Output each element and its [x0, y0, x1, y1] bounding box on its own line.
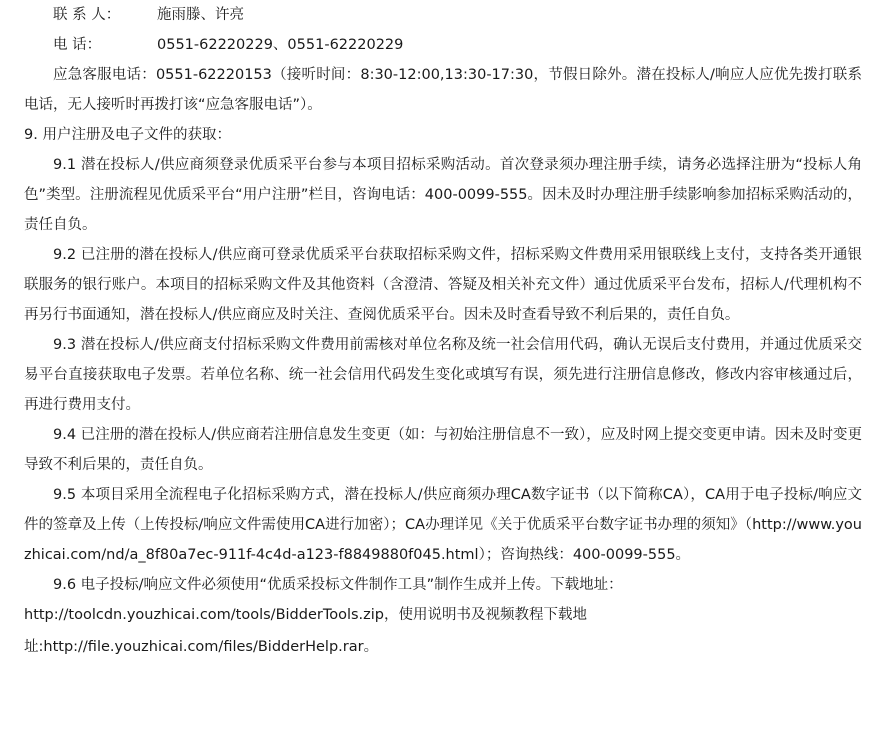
download-link-tools[interactable]: http://toolcdn.youzhicai.com/tools/BidderTools.zip，使用说明书及视频教程下载地 — [24, 607, 588, 623]
contact-person-line — [24, 0, 862, 30]
item-9-6: 9.6 电子投标/响应文件必须使用“优质采投标文件制作工具”制作生成并上传。下载地址： — [53, 577, 623, 593]
item-9-4: 9.4 已注册的潜在投标人/供应商若注册信息发生变更（如：与初始注册信息不一致），应及时网上提交变更申请。因未及时变更导致不利后果的，责任自负。 — [24, 427, 862, 473]
emergency-hotline-paragraph: 应急客服电话：0551-62220153（接听时间：8:30-12:00,13:30-17:30，节假日除外。潜在投标人/响应人应优先拨打联系电话，无人接听时再拨打该“应急客服电话”）。 — [24, 67, 862, 113]
item-9-3: 9.3 潜在投标人/供应商支付招标采购文件费用前需核对单位名称及统一社会信用代码，确认无误后支付费用，并通过优质采交易平台直接获取电子发票。若单位名称、统一社会信用代码发生变化或填写有误，须先进行注册信息修改，修改内容审核通过后，再进行费用支付。 — [24, 337, 862, 413]
phone-label: 电 话： — [53, 37, 102, 53]
phone-line — [24, 30, 862, 60]
item-9-2: 9.2 已注册的潜在投标人/供应商可登录优质采平台获取招标采购文件，招标采购文件费用采用银联线上支付，支持各类开通银联服务的银行账户。本项目的招标采购文件及其他资料（含澄清、答疑及相关补充文件）通过优质采平台发布，招标人/代理机构不再另行书面通知，潜在投标人/供应商应及时关注、查阅优质采平台。因未及时查看导致不利后果的，责任自负。 — [24, 247, 862, 323]
download-link-help[interactable]: 址:http://file.youzhicai.com/files/BidderHelp.rar。 — [24, 639, 379, 655]
section-title: 9. 用户注册及电子文件的获取： — [24, 127, 231, 143]
phone-value: 0551-62220229、0551-62220229 — [157, 37, 404, 53]
contact-person-value: 施雨滕、许亮 — [157, 7, 244, 23]
download-link-line — [24, 600, 862, 630]
contact-person-label: 联 系 人： — [53, 7, 121, 23]
item-9-1: 9.1 潜在投标人/供应商须登录优质采平台参与本项目招标采购活动。首次登录须办理注册手续，请务必选择注册为“投标人角色”类型。注册流程见优质采平台“用户注册”栏目，咨询电话：400-0099-555。因未及时办理注册手续影响参加招标采购活动的，责任自负。 — [24, 157, 862, 233]
download-link-help-line — [24, 632, 862, 662]
item-9-5: 9.5 本项目采用全流程电子化招标采购方式，潜在投标人/供应商须办理CA数字证书（以下简称CA），CA用于电子投标/响应文件的签章及上传（上传投标/响应文件需使用CA进行加密）；CA办理详见《关于优质采平台数字证书办理的须知》（http://www.youzhicai.com/nd/a_8f80a7ec-911f-4c4d-a123-f8849880f045.html）；咨询热线：400-0099-555。 — [24, 487, 862, 563]
